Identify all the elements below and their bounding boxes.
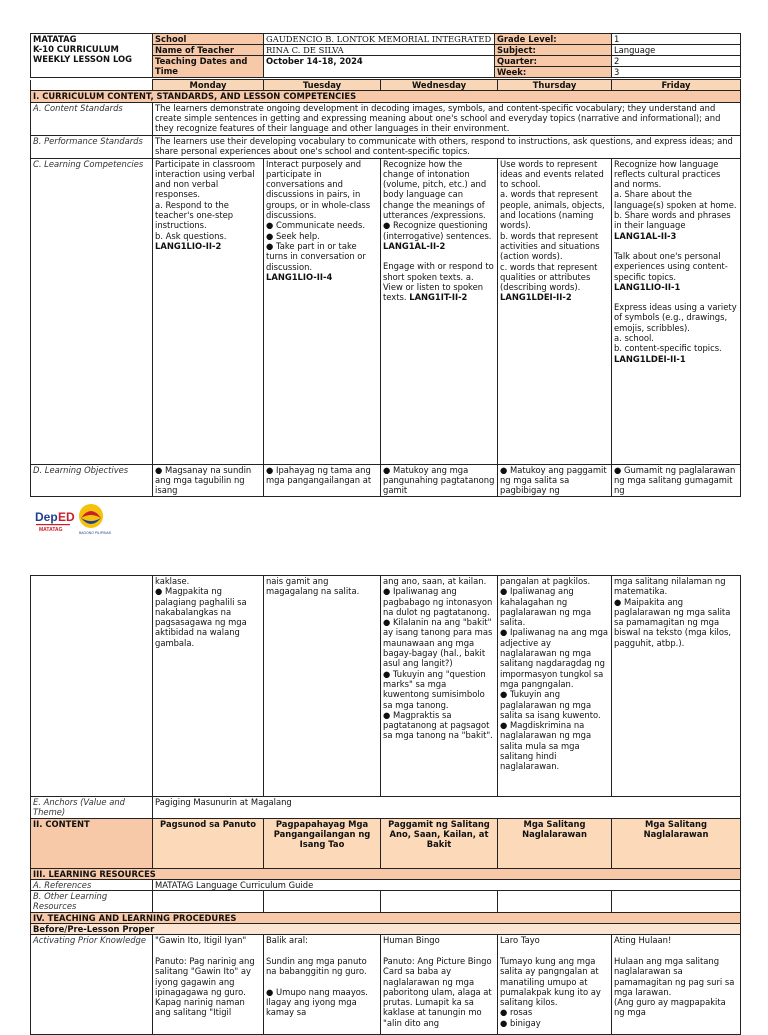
deped-logo [34,506,75,534]
objective-tuesday: ● Ipahayag ng tama ang mga pangangailangan at [264,464,381,496]
references-text: MATATAG Language Curriculum Guide [153,879,741,890]
content-thursday: Mga Salitang Naglalarawan [498,818,612,868]
objective-thursday-cont: pangalan at pagkilos. ● Ipaliwanag ang kahalagahan ng paglalarawan ng mga salita. ● Ipaliwanag na ang mga adjective ay naglalarawan ng mga salitang nagdaragdag ng impormasyon tungkol sa mga pangngalan. ● Tukuyin ang paglalarawan ng mga salita sa isang kuwento. ● Magdiskrimina na naglalarawan ng mga salita mula sa mga salitang hindi naglalarawan. [498,576,612,797]
day-tuesday: Tuesday [264,80,381,91]
other-resources-label: B. Other Learning Resources [31,891,153,913]
learning-objectives-label: D. Learning Objectives [31,464,153,496]
competency-extra: Engage with or respond to short spoken texts. a. View or listen to spoken texts. [383,261,494,303]
anchors-text: Pagiging Masunurin at Magalang [153,797,741,819]
day-friday: Friday [612,80,741,91]
anchors-label: E. Anchors (Value and Theme) [31,797,153,819]
school-label: School [153,34,264,45]
competency-code: LANG1AL-II-3 [614,230,677,241]
references-label: A. References [31,879,153,890]
header-table [30,33,741,78]
learning-competencies-label: C. Learning Competencies [31,158,153,464]
competency-code: LANG1AL-II-2 [383,240,446,251]
svg-text:BAGONG PILIPINAS: BAGONG PILIPINAS [79,531,112,535]
competency-text: Use words to represent ideas and events related to school. a. words that represent people, animals, objects, and locations (naming words). b. words that represent activities and situations (action words). c. words that represent qualities or attributes (describing words). [500,158,605,293]
competency-extra: Talk about one's personal experiences using content-specific topics. [614,250,728,282]
competency-code: LANG1LIO-II-4 [266,271,333,282]
week-label: Week: [497,67,527,77]
content-friday: Mga Salitang Naglalarawan [612,818,741,868]
subject-value: Language [612,45,741,56]
day-monday: Monday [153,80,264,91]
quarter-value: 2 [612,56,740,67]
objective-friday-cont: mga salitang nilalaman ng matematika. ● Maipakita ang paglalarawan ng mga salita sa pamamagitan ng mga biswal na teksto (mga kilos, pagguhit, atbp.). [612,576,741,797]
teacher-label: Name of Teacher [153,45,264,56]
svg-text:ED: ED [58,510,75,524]
objective-tuesday-cont: nais gamit ang magagalang na salita. [264,576,381,797]
quarter-week-labels [495,56,612,78]
activating-wednesday: Human Bingo Panuto: Ang Picture Bingo Card sa baba ay naglalarawan ng mga paboritong ulam, alaga at prutas. Lumapit ka sa kaklase at tanungin mo "alin dito ang [381,935,498,1035]
objective-monday-cont: kaklase. ● Magpakita ng palagiang paghalili sa nakabalangkas na pagsasagawa ng mga aktibidad na walang gambala. [153,576,264,797]
competency-extra2: Express ideas using a variety of symbols (e.g., drawings, emojis, scribbles). a. school. b. content-specific topics. [614,302,737,354]
page-2 [0,545,768,1028]
section-3-title: III. LEARNING RESOURCES [31,868,741,879]
content-standards-text: The learners demonstrate ongoing development in decoding images, symbols, and content-specific vocabulary; they understand and create simple sentences in getting and expressing meaning about one's school and everyday topics (narrative and informational); and they recognize features of their language and other languages in their environment. [153,102,741,135]
content-wednesday: Paggamit ng Salitang Ano, Saan, Kailan, at Bakit [381,818,498,868]
teacher-value: RINA C. DE SILVA [264,45,495,56]
competency-extra-code: LANG1IT-II-2 [409,292,468,303]
activating-monday: "Gawin Ito, Itigil Iyan" Panuto: Pag narinig ang salitang "Gawin Ito" ay iyong gagawin ang ipinagagawa ng guro. Kapag narinig naman ang salitang "Itigil [153,935,264,1035]
content-monday: Pagsunod sa Panuto [153,818,264,868]
bagong-pilipinas-logo [76,502,112,536]
section-4-title: IV. TEACHING AND LEARNING PROCEDURES [31,912,741,923]
performance-standards-label: B. Performance Standards [31,135,153,158]
section-2-title: II. CONTENT [31,818,153,868]
competency-extra-code: LANG1LIO-II-1 [614,281,681,292]
day-wednesday: Wednesday [381,80,498,91]
competency-text: Recognize how language reflects cultural practices and norms. a. Share about the language(s) spoken at home. b. Share words and phrases in their language [614,158,737,231]
objective-monday: ● Magsanay na sundin ang mga tagubilin ng isang [153,464,264,496]
grade-label: Grade Level: [495,34,612,45]
doc-title: MATATAG K-10 CURRICULUM WEEKLY LESSON LOG [31,34,153,78]
content-standards-label: A. Content Standards [31,102,153,135]
svg-text:Dep: Dep [35,510,58,524]
subject-label: Subject: [495,45,612,56]
quarter-label: Quarter: [495,56,611,67]
objectives-continued-label [31,576,153,797]
before-lesson-label: Before/Pre-Lesson Proper [31,924,741,935]
competency-monday [153,158,264,464]
performance-standards-text: The learners use their developing vocabulary to communicate with others, respond to instructions, ask questions, and express ideas; and share personal experiences about one's school and content-specific topics. [153,135,741,158]
day-thursday: Thursday [498,80,612,91]
competency-thursday [498,158,612,464]
objective-wednesday: ● Matukoy ang mga pangunahing pagtatanong gamit [381,464,498,496]
activating-tuesday: Balik aral: Sundin ang mga panuto na babanggitin ng guro. ● Umupo nang maayos. Ilagay ang iyong mga kamay sa [264,935,381,1035]
dates-value: October 14-18, 2024 [264,56,495,78]
competency-text: Interact purposely and participate in conversations and discussions in pairs, in groups, or in whole-class discussions. ● Communicate needs. ● Seek help. ● Take part in or take turns in conversation or discussion. [266,158,371,272]
competency-text: Participate in classroom interaction using verbal and non verbal responses. a. Respond to the teacher's one-step instructions. b. Ask questions. [155,158,256,241]
week-value: 3 [614,67,620,77]
competency-text: Recognize how the change of intonation (volume, pitch, etc.) and body language can change the meanings of utterances /expressions. ● Recognize questioning (interrogative) sentences. [383,158,492,241]
objective-friday: ● Gumamit ng paglalarawan ng mga salitang gumagamit ng [612,464,741,496]
curriculum-table [30,79,741,497]
activating-label: Activating Prior Knowledge [31,935,153,1035]
grade-value: 1 [612,34,741,45]
section-1-title: I. CURRICULUM CONTENT, STANDARDS, AND LESSON COMPETENCIES [31,91,741,102]
dates-label: Teaching Dates and Time [153,56,264,78]
objective-thursday: ● Matukoy ang paggamit ng mga salita sa pagbibigay ng [498,464,612,496]
activating-thursday: Laro Tayo Tumayo kung ang mga salita ay pangngalan at manatiling umupo at pumalakpak kung ito ay salitang kilos. ● rosas ● binigay [498,935,612,1035]
content-tuesday: Pagpapahayag Mga Pangangailangan ng Isang Tao [264,818,381,868]
school-value: GAUDENCIO B. LONTOK MEMORIAL INTEGRATED [264,34,495,45]
competency-extra2-code: LANG1LDEI-II-1 [614,353,686,364]
logos [34,500,124,538]
quarter-week-values [612,56,741,78]
competency-code: LANG1LIO-II-2 [155,240,222,251]
activating-friday: Ating Hulaan! Hulaan ang mga salitang naglalarawan sa pamamagitan ng pag suri sa mga larawan. (Ang guro ay magpapakita ng mga [612,935,741,1035]
competency-code: LANG1LDEI-II-2 [500,292,572,303]
competency-tuesday [264,158,381,464]
competency-friday [612,158,741,464]
objective-wednesday-cont: ang ano, saan, at kailan. ● Ipaliwanag ang pagbabago ng intonasyon na dulot ng pagtatanong. ● Kilalanin na ang "bakit" ay isang tanong para mas maunawaan ang mga bagay-bagay (hal., bakit asul ang langit?) ● Tukuyin ang "question marks" sa mga kuwentong sumisimbolo sa mga tanong. ● Magpraktis sa pagtatanong at pagsagot sa mga tanong na "bakit". [381,576,498,797]
curriculum-table-continued [30,575,741,1035]
competency-wednesday [381,158,498,464]
svg-text:MATATAG: MATATAG [39,527,63,533]
